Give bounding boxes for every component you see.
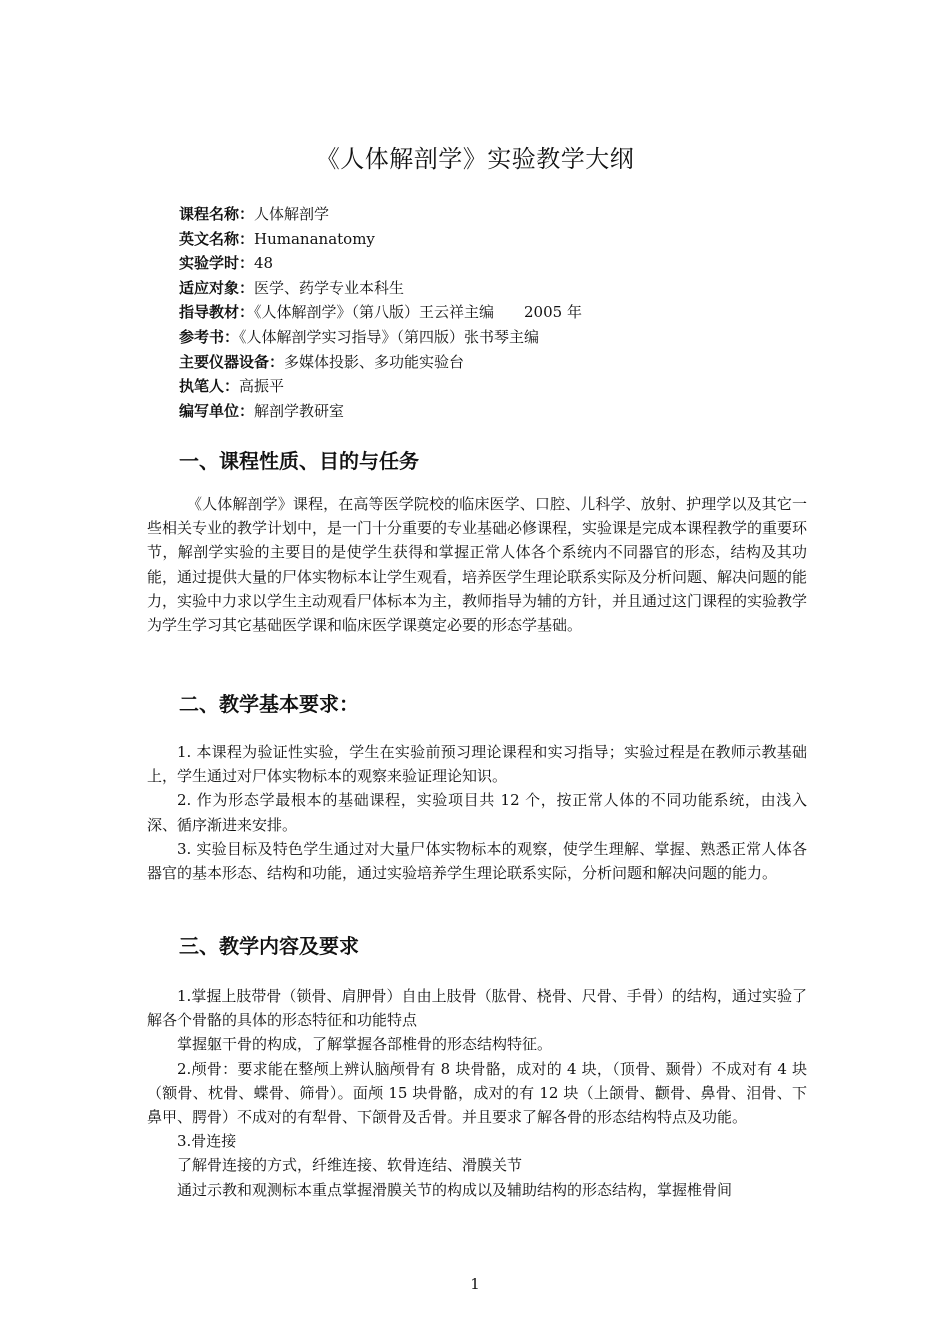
section-body-1 xyxy=(147,492,807,637)
info-value: 解剖学教研室 xyxy=(254,401,345,420)
info-english-name xyxy=(179,227,819,252)
paragraph: 3.骨连接 xyxy=(177,1132,237,1151)
info-key: 英文名称： xyxy=(179,229,255,248)
paragraph: 1.掌握上肢带骨（锁骨、肩胛骨）自由上肢骨（肱骨、桡骨、尺骨、手骨）的结构，通过实验了解各个骨骼的具体的形态特征和功能特点 xyxy=(147,987,807,1030)
info-reference xyxy=(179,325,819,350)
info-value: 《人体解剖学实习指导》（第四版）张书琴主编 xyxy=(239,327,540,346)
info-value: 人体解剖学 xyxy=(254,205,330,223)
document-title: 《人体解剖学》实验教学大纲 xyxy=(315,145,635,173)
section-heading-1: 一、课程性质、目的与任务 xyxy=(179,449,419,473)
paragraph: 3. 实验目标及特色学生通过对大量尸体实物标本的观察，使学生理解、掌握、熟悉正常人体各器官的基本形态、结构和功能，通过实验培养学生理论联系实际，分析问题和解决问题的能力。 xyxy=(147,839,807,883)
paragraph: 2. 作为形态学最根本的基础课程，实验项目共 12 个，按正常人体的不同功能系统，由浅入深、循序渐进来安排。 xyxy=(147,791,807,834)
info-key: 指导教材： xyxy=(179,303,255,322)
info-value: 多媒体投影、多功能实验台 xyxy=(284,352,465,371)
paragraph: 《人体解剖学》课程，在高等医学院校的临床医学、口腔、儿科学、放射、护理学以及其它一些相关专业的教学计划中，是一门十分重要的专业基础必修课程，实验课是完成本课程教学的重要环节，解剖学实验的主要目的是使学生获得和掌握正常人体各个系统内不同器官的形态，结构及其功能，通过提供大量的尸体实物标本让学生观看，培养医学生理论联系实际及分析问题、解决问题的能力，实验中力求以学生主动观看尸体标本为主，教师指导为辅的方针，并且通过这门课程的实验教学为学生学习其它基础医学课和临床医学课奠定必要的形态学基础。 xyxy=(147,495,808,635)
paragraph: 掌握躯干骨的构成，了解掌握各部椎骨的形态结构特征。 xyxy=(177,1035,553,1054)
info-key: 执笔人： xyxy=(179,377,240,396)
page-number: 1 xyxy=(470,1275,480,1293)
info-value: 医学、药学专业本科生 xyxy=(254,278,405,297)
info-value: 高振平 xyxy=(239,377,285,396)
info-textbook xyxy=(179,300,819,325)
info-audience xyxy=(179,276,819,301)
info-key: 课程名称： xyxy=(179,205,255,223)
paragraph: 1. 本课程为验证性实验，学生在实验前预习理论课程和实习指导；实验过程是在教师示教基础上，学生通过对尸体实物标本的观察来验证理论知识。 xyxy=(147,743,807,786)
info-department xyxy=(179,399,819,424)
info-author xyxy=(179,374,819,399)
paragraph: 2.颅骨：要求能在整颅上辨认脑颅骨有 8 块骨骼，成对的 4 块，（顶骨、颞骨）不成对有 4 块（额骨、枕骨、蝶骨、筛骨）。面颅 15 块骨骼，成对的有 12 块（上颌骨、颧骨、鼻骨、泪骨、下鼻甲、腭骨）不成对的有犁骨、下颌骨及舌骨。并且要求了解各骨的形态结构特点及功能。 xyxy=(147,1059,807,1127)
info-value: 《人体解剖学》（第八版）王云祥主编 2005 年 xyxy=(254,303,582,322)
course-info xyxy=(179,202,819,423)
paragraph: 通过示教和观测标本重点掌握滑膜关节的构成以及辅助结构的形态结构，掌握椎骨间 xyxy=(177,1180,733,1199)
info-hours xyxy=(179,251,819,276)
section-heading-2: 二、教学基本要求： xyxy=(179,692,359,716)
info-equipment xyxy=(179,350,819,375)
info-key: 实验学时： xyxy=(179,254,255,273)
info-key: 主要仪器设备： xyxy=(179,352,285,371)
paragraph: 了解骨连接的方式，纤维连接、软骨连结、滑膜关节 xyxy=(177,1156,523,1175)
section-heading-3: 三、教学内容及要求 xyxy=(179,934,359,958)
info-key: 参考书： xyxy=(179,327,240,346)
info-value: Humananatomy xyxy=(254,229,375,248)
info-value: 48 xyxy=(254,254,274,273)
info-course-name xyxy=(179,202,819,227)
section-body-2 xyxy=(147,740,807,885)
section-body-3 xyxy=(147,984,807,1202)
info-key: 编写单位： xyxy=(179,401,255,420)
info-key: 适应对象： xyxy=(179,278,255,297)
